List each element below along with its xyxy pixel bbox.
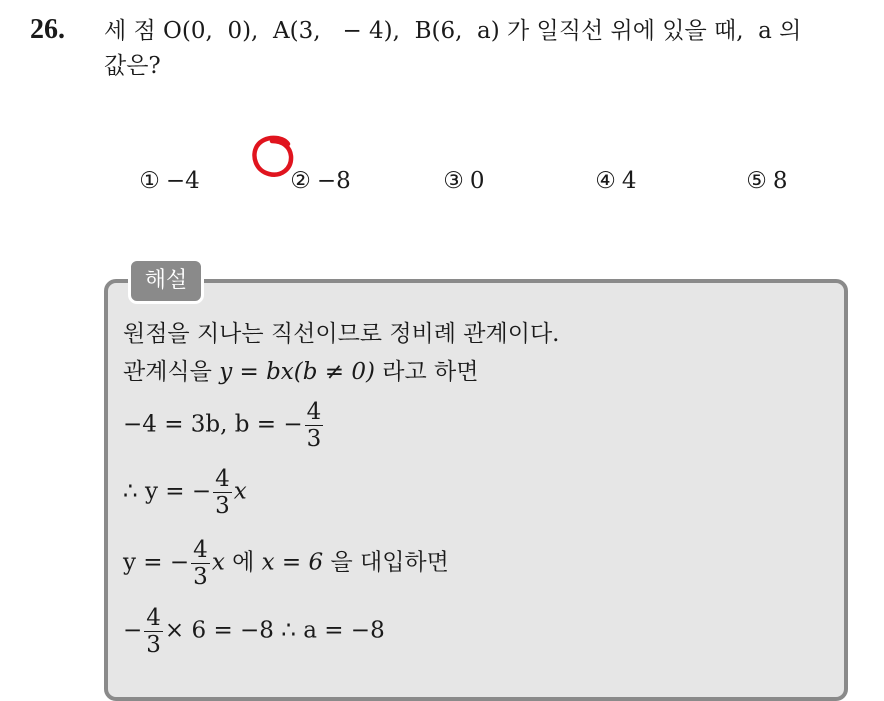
solution-line-5-text-e: 을 대입하면 <box>330 549 449 576</box>
choice-4-value: 4 <box>621 168 637 194</box>
solution-line-5-text-a: y = − <box>123 549 190 576</box>
answer-circle-mark <box>250 132 298 180</box>
solution-line-2-formula: y = bx(b ≠ 0) <box>219 359 375 385</box>
choice-1-number: ① <box>139 168 160 194</box>
answer-choices <box>0 142 884 194</box>
question-stem-line-2: 값은? <box>104 53 161 79</box>
solution-line-6-text-b: × 6 = −8 ∴ a = −8 <box>164 617 385 644</box>
solution-line-2-text-a: 관계식을 <box>123 359 212 385</box>
solution-line-2-text-c: 라고 하면 <box>382 359 479 385</box>
fraction-denominator: 3 <box>146 632 161 658</box>
solution-line-3 <box>123 399 325 452</box>
choice-3[interactable] <box>414 142 485 220</box>
choice-1[interactable] <box>110 142 200 220</box>
solution-line-1: 원점을 지나는 직선이므로 정비례 관계이다. <box>123 321 560 347</box>
solution-line-3-text: −4 = 3b, b = − <box>123 411 303 438</box>
choice-4-number: ④ <box>595 168 616 194</box>
solution-line-4-text-a: ∴ y = − <box>123 478 212 505</box>
fraction-denominator: 3 <box>306 426 322 452</box>
solution-line-4 <box>123 466 247 519</box>
fraction-four-thirds <box>305 399 324 452</box>
solution-line-5-text-c: 에 <box>232 549 255 576</box>
solution-line-6-text-a: − <box>123 617 143 644</box>
question-stem <box>104 14 874 84</box>
fraction-numerator: 4 <box>193 537 208 563</box>
solution-line-4-text-b: x <box>233 478 247 505</box>
fraction-four-thirds <box>213 466 232 519</box>
fraction-four-thirds <box>191 537 210 590</box>
fraction-denominator: 3 <box>193 564 208 590</box>
fraction-numerator: 4 <box>146 605 161 631</box>
solution-line-5-text-b: x <box>211 549 225 576</box>
choice-4[interactable] <box>566 142 637 220</box>
fraction-numerator: 4 <box>306 399 322 425</box>
choice-5[interactable] <box>717 142 788 220</box>
solution-line-6 <box>123 605 385 658</box>
question-number: 26. <box>30 14 65 45</box>
fraction-four-thirds <box>144 605 163 658</box>
fraction-numerator: 4 <box>215 466 230 492</box>
choice-5-value: 8 <box>772 168 788 194</box>
choice-1-value: −4 <box>165 168 200 194</box>
choice-2-value: −8 <box>316 168 351 194</box>
choice-3-value: 0 <box>469 168 485 194</box>
question-stem-line-1: 세 점 O(0, 0), A(3, − 4), B(6, a) 가 일직선 위에 있을 때, a 의 <box>104 18 802 44</box>
fraction-denominator: 3 <box>215 493 230 519</box>
solution-tab: 해설 <box>128 258 204 304</box>
solution-line-5-text-d: x = 6 <box>261 549 324 576</box>
solution-line-2 <box>123 353 478 386</box>
choice-5-number: ⑤ <box>746 168 767 194</box>
solution-line-5 <box>123 537 449 590</box>
choice-3-number: ③ <box>443 168 464 194</box>
choice-2-number: ② <box>290 168 311 194</box>
